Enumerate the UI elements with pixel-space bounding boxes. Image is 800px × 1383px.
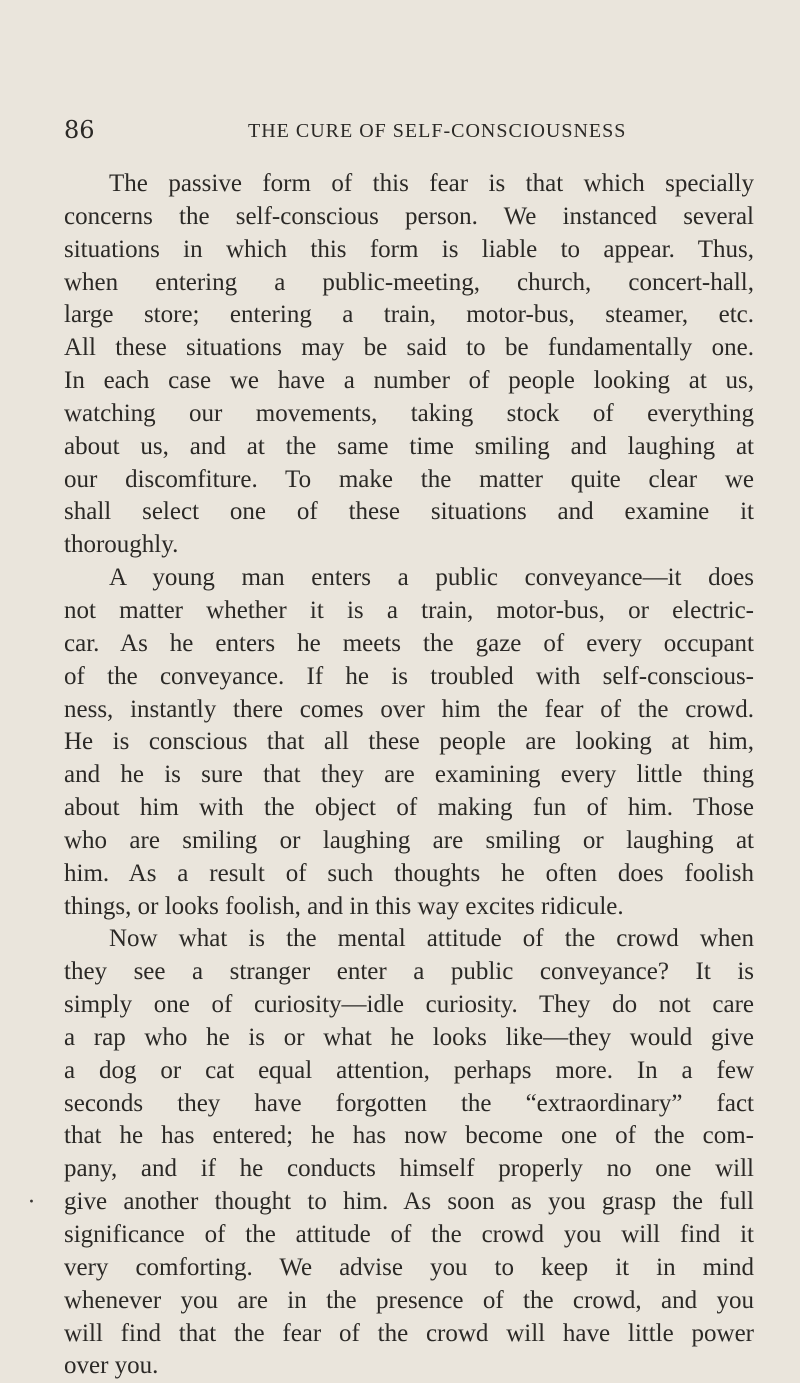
text-line: The passive form of this fear is that which specially xyxy=(109,170,754,197)
body-text xyxy=(64,168,754,1383)
text-line: pany, and if he conducts himself properly no one will xyxy=(64,1155,754,1183)
text-line: will find that the fear of the crowd will have little power xyxy=(64,1319,754,1347)
text-line: significance of the attitude of the crowd you will find it xyxy=(64,1221,754,1248)
text-line: watching our movements, taking stock of everything xyxy=(64,399,754,427)
text-line: a rap who he is or what he looks like—they would give xyxy=(64,1023,754,1051)
text-line: In each case we have a number of people looking at us, xyxy=(64,367,754,395)
text-line: a dog or cat equal attention, perhaps more. In a few xyxy=(64,1056,754,1084)
margin-mark: · xyxy=(28,1190,35,1215)
text-line: him. As a result of such thoughts he often does foolish xyxy=(64,859,754,887)
text-line: and he is sure that they are examining every little thing xyxy=(64,761,754,789)
text-line: they see a stranger enter a public conveyance? It is xyxy=(64,958,754,986)
text-line: A young man enters a public conveyance—it does xyxy=(109,564,754,592)
page-number: 86 xyxy=(64,116,95,144)
text-line: shall select one of these situations and examine it xyxy=(64,498,754,526)
text-line: things, or looks foolish, and in this way excites ridicule. xyxy=(64,892,624,920)
text-line: whenever you are in the presence of the crowd, and you xyxy=(64,1286,754,1314)
text-line: our discomfiture. To make the matter quite clear we xyxy=(64,465,754,493)
text-line: concerns the self-conscious person. We instanced several xyxy=(64,202,754,230)
text-line: when entering a public-meeting, church, concert-hall, xyxy=(64,268,754,296)
text-line: not matter whether it is a train, motor-bus, or electric- xyxy=(64,596,754,624)
text-line: about him with the object of making fun of him. Those xyxy=(64,794,754,822)
text-line: over you. xyxy=(64,1352,159,1380)
text-line: very comforting. We advise you to keep it in mind xyxy=(64,1253,754,1281)
text-line: He is conscious that all these people are looking at him, xyxy=(64,728,754,756)
text-line: about us, and at the same time smiling and laughing at xyxy=(64,432,754,460)
text-line: Now what is the mental attitude of the crowd when xyxy=(109,925,754,953)
text-line: ness, instantly there comes over him the fear of the crowd. xyxy=(64,695,754,723)
text-line: of the conveyance. If he is troubled with self-conscious- xyxy=(64,662,754,690)
running-head: THE CURE OF SELF-CONSCIOUSNESS xyxy=(248,120,627,142)
text-line: simply one of curiosity—idle curiosity. They do not care xyxy=(64,991,754,1019)
text-line: who are smiling or laughing are smiling or laughing at xyxy=(64,826,754,854)
text-line: car. As he enters he meets the gaze of every occupant xyxy=(64,629,754,657)
text-line: thoroughly. xyxy=(64,531,179,559)
text-line: give another thought to him. As soon as you grasp the full xyxy=(64,1188,754,1216)
page-header xyxy=(64,116,754,148)
text-line: situations in which this form is liable to appear. Thus, xyxy=(64,235,754,263)
text-line: that he has entered; he has now become one of the com- xyxy=(64,1122,754,1150)
text-line: All these situations may be said to be fundamentally one. xyxy=(64,334,754,362)
text-line: large store; entering a train, motor-bus, steamer, etc. xyxy=(64,301,754,329)
text-line: seconds they have forgotten the “extraordinary” fact xyxy=(64,1089,754,1117)
